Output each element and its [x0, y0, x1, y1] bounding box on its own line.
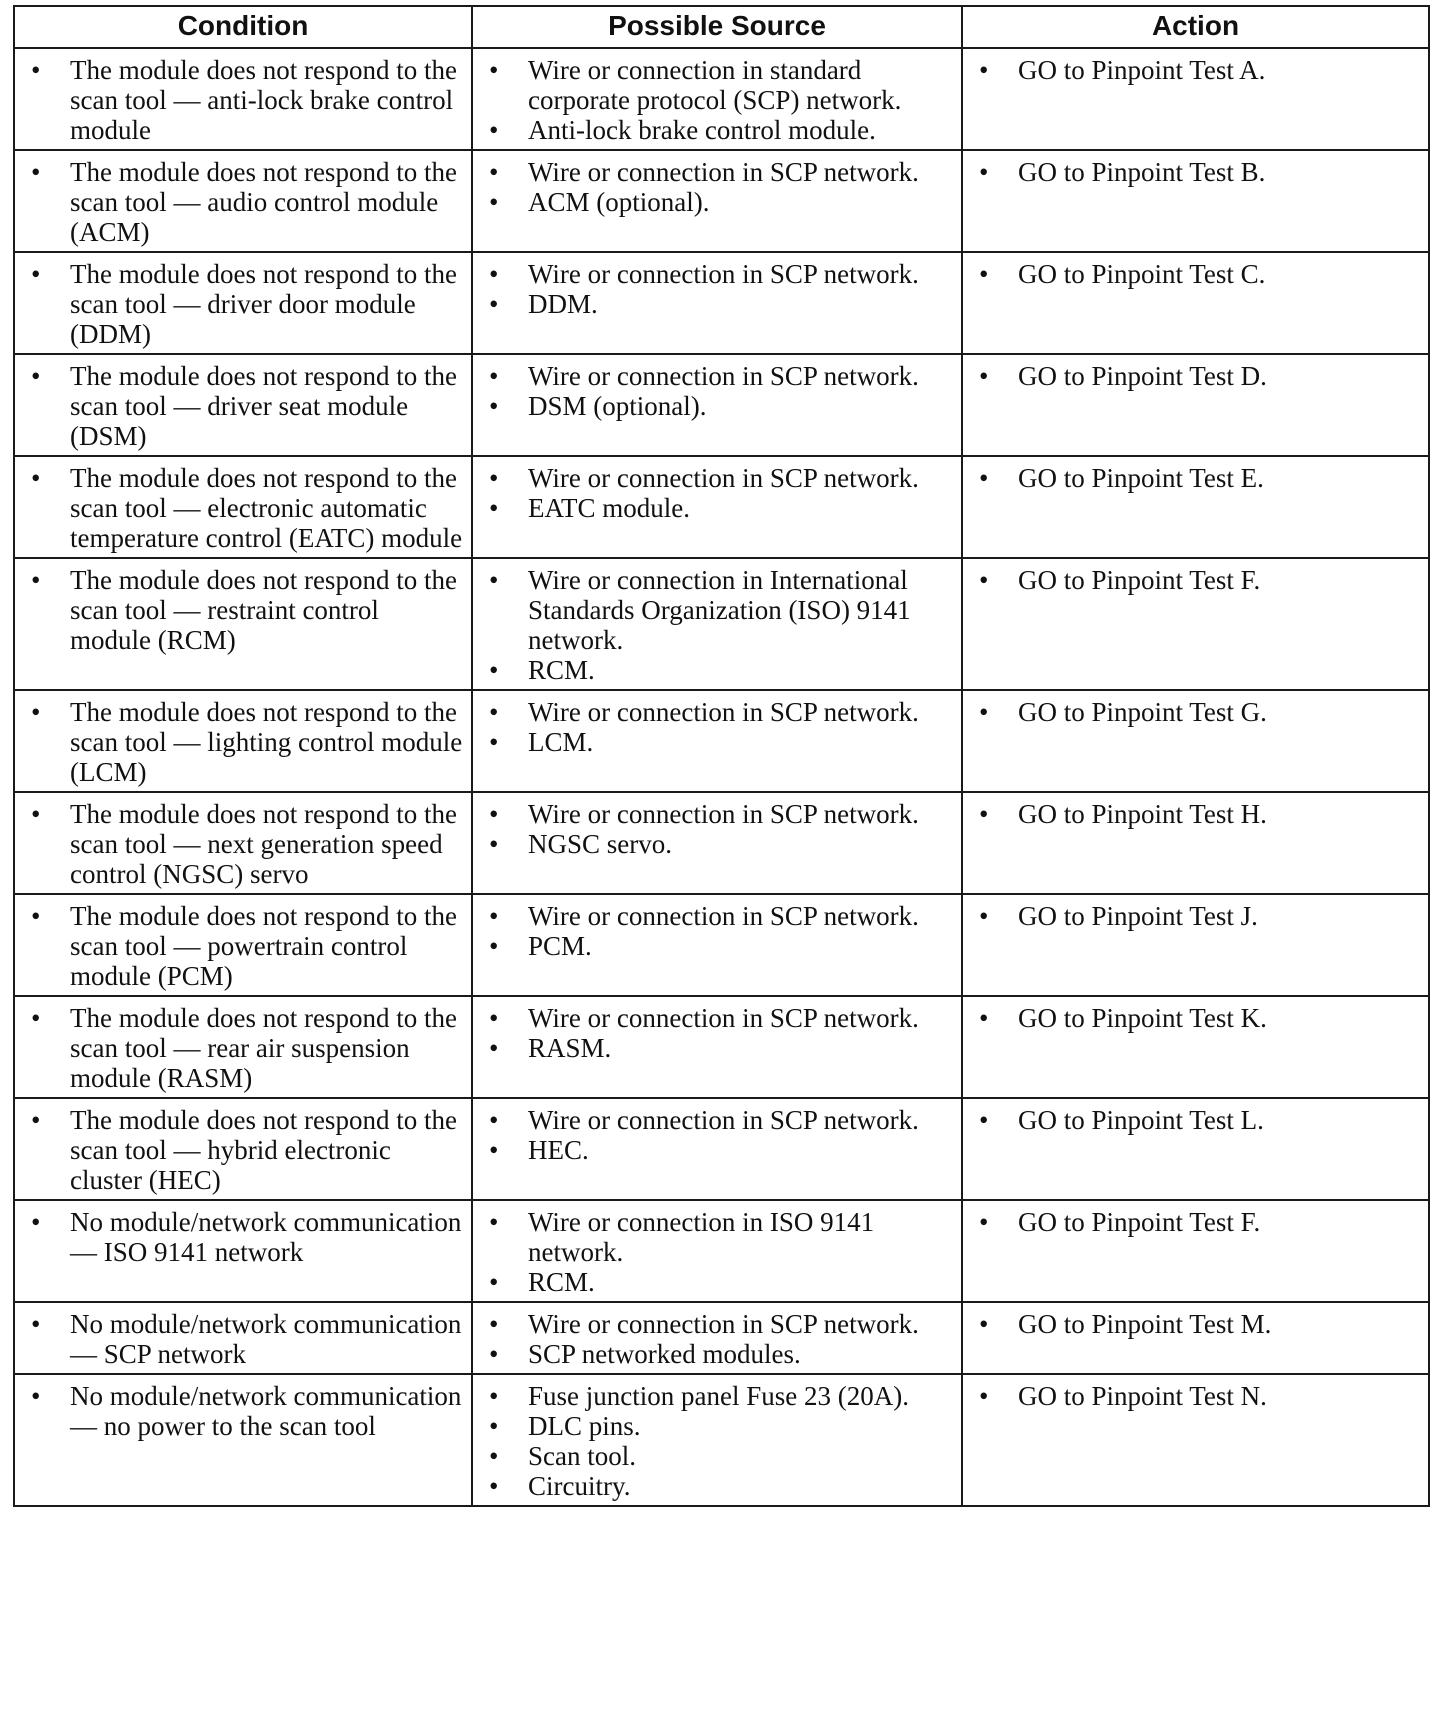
action-list	[971, 157, 1420, 187]
source-item: • EATC module.	[481, 493, 953, 523]
possible-source-cell	[472, 558, 962, 690]
table-row	[14, 894, 1429, 996]
source-item: • Wire or connection in SCP network.	[481, 799, 953, 829]
action-list	[971, 1003, 1420, 1033]
action-cell	[962, 150, 1429, 252]
possible-source-cell	[472, 456, 962, 558]
header-condition: Condition	[14, 6, 472, 48]
action-list	[971, 697, 1420, 727]
condition-cell	[14, 1302, 472, 1374]
source-list	[481, 157, 953, 217]
condition-cell	[14, 690, 472, 792]
action-cell	[962, 1374, 1429, 1506]
source-item: • Fuse junction panel Fuse 23 (20A).	[481, 1381, 953, 1411]
condition-cell	[14, 1098, 472, 1200]
source-item: • Wire or connection in SCP network.	[481, 1105, 953, 1135]
table-row	[14, 354, 1429, 456]
possible-source-cell	[472, 252, 962, 354]
condition-text: • The module does not respond to the scan tool — driver door module (DDM)	[23, 259, 463, 349]
condition-text: • The module does not respond to the scan tool — anti-lock brake control module	[23, 55, 463, 145]
action-list	[971, 799, 1420, 829]
table-row	[14, 1302, 1429, 1374]
condition-list	[23, 565, 463, 655]
table-row	[14, 1374, 1429, 1506]
source-item: • Circuitry.	[481, 1471, 953, 1501]
source-item: • Wire or connection in International Standards Organization (ISO) 9141 network.	[481, 565, 953, 655]
source-item: • NGSC servo.	[481, 829, 953, 859]
condition-list	[23, 1105, 463, 1195]
table-row	[14, 1098, 1429, 1200]
possible-source-cell	[472, 48, 962, 150]
possible-source-cell	[472, 996, 962, 1098]
action-text: • GO to Pinpoint Test B.	[971, 157, 1420, 187]
action-cell	[962, 1200, 1429, 1302]
source-item: • Wire or connection in SCP network.	[481, 259, 953, 289]
condition-list	[23, 1207, 463, 1267]
condition-cell	[14, 150, 472, 252]
action-list	[971, 1105, 1420, 1135]
header-action: Action	[962, 6, 1429, 48]
condition-cell	[14, 48, 472, 150]
action-cell	[962, 354, 1429, 456]
action-text: • GO to Pinpoint Test H.	[971, 799, 1420, 829]
source-list	[481, 1309, 953, 1369]
source-list	[481, 565, 953, 685]
possible-source-cell	[472, 1374, 962, 1506]
source-list	[481, 1105, 953, 1165]
possible-source-cell	[472, 1302, 962, 1374]
possible-source-cell	[472, 690, 962, 792]
condition-list	[23, 463, 463, 553]
action-list	[971, 361, 1420, 391]
condition-text: • No module/network communication — SCP network	[23, 1309, 463, 1369]
table-row	[14, 996, 1429, 1098]
source-item: • RCM.	[481, 655, 953, 685]
condition-list	[23, 361, 463, 451]
action-cell	[962, 48, 1429, 150]
condition-list	[23, 799, 463, 889]
source-list	[481, 55, 953, 145]
possible-source-cell	[472, 1098, 962, 1200]
action-text: • GO to Pinpoint Test F.	[971, 565, 1420, 595]
condition-list	[23, 1381, 463, 1441]
possible-source-cell	[472, 150, 962, 252]
source-list	[481, 1207, 953, 1297]
table-row	[14, 48, 1429, 150]
condition-text: • The module does not respond to the scan tool — restraint control module (RCM)	[23, 565, 463, 655]
table-row	[14, 558, 1429, 690]
condition-text: • No module/network communication — no power to the scan tool	[23, 1381, 463, 1441]
diagnosis-table	[13, 5, 1430, 1507]
condition-list	[23, 697, 463, 787]
condition-list	[23, 1003, 463, 1093]
source-item: • LCM.	[481, 727, 953, 757]
action-text: • GO to Pinpoint Test N.	[971, 1381, 1420, 1411]
possible-source-cell	[472, 354, 962, 456]
action-text: • GO to Pinpoint Test C.	[971, 259, 1420, 289]
action-cell	[962, 792, 1429, 894]
action-list	[971, 259, 1420, 289]
condition-cell	[14, 996, 472, 1098]
source-list	[481, 697, 953, 757]
condition-cell	[14, 1374, 472, 1506]
source-list	[481, 901, 953, 961]
table-row	[14, 456, 1429, 558]
source-item: • DDM.	[481, 289, 953, 319]
condition-cell	[14, 252, 472, 354]
action-cell	[962, 1302, 1429, 1374]
source-item: • Wire or connection in SCP network.	[481, 901, 953, 931]
source-item: • Wire or connection in SCP network.	[481, 1309, 953, 1339]
condition-text: • The module does not respond to the scan tool — next generation speed control (NGSC) servo	[23, 799, 463, 889]
source-item: • SCP networked modules.	[481, 1339, 953, 1369]
condition-cell	[14, 558, 472, 690]
condition-list	[23, 55, 463, 145]
action-text: • GO to Pinpoint Test M.	[971, 1309, 1420, 1339]
table-row	[14, 252, 1429, 354]
condition-cell	[14, 354, 472, 456]
condition-list	[23, 259, 463, 349]
action-list	[971, 565, 1420, 595]
action-list	[971, 55, 1420, 85]
action-list	[971, 1309, 1420, 1339]
source-item: • HEC.	[481, 1135, 953, 1165]
condition-cell	[14, 1200, 472, 1302]
action-cell	[962, 456, 1429, 558]
table-row	[14, 690, 1429, 792]
condition-list	[23, 157, 463, 247]
source-item: • Scan tool.	[481, 1441, 953, 1471]
source-item: • Wire or connection in SCP network.	[481, 463, 953, 493]
source-list	[481, 799, 953, 859]
source-item: • DSM (optional).	[481, 391, 953, 421]
source-item: • Wire or connection in SCP network.	[481, 697, 953, 727]
source-item: • Anti-lock brake control module.	[481, 115, 953, 145]
action-cell	[962, 690, 1429, 792]
action-cell	[962, 996, 1429, 1098]
action-text: • GO to Pinpoint Test J.	[971, 901, 1420, 931]
table-body	[14, 48, 1429, 1506]
source-item: • RASM.	[481, 1033, 953, 1063]
condition-cell	[14, 792, 472, 894]
action-text: • GO to Pinpoint Test K.	[971, 1003, 1420, 1033]
action-text: • GO to Pinpoint Test E.	[971, 463, 1420, 493]
possible-source-cell	[472, 1200, 962, 1302]
condition-text: • No module/network communication — ISO 9141 network	[23, 1207, 463, 1267]
source-item: • ACM (optional).	[481, 187, 953, 217]
source-item: • Wire or connection in ISO 9141 network.	[481, 1207, 953, 1267]
condition-cell	[14, 894, 472, 996]
condition-text: • The module does not respond to the scan tool — rear air suspension module (RASM)	[23, 1003, 463, 1093]
source-list	[481, 259, 953, 319]
action-text: • GO to Pinpoint Test G.	[971, 697, 1420, 727]
table-row	[14, 150, 1429, 252]
table-row	[14, 792, 1429, 894]
condition-text: • The module does not respond to the scan tool — hybrid electronic cluster (HEC)	[23, 1105, 463, 1195]
action-text: • GO to Pinpoint Test L.	[971, 1105, 1420, 1135]
action-list	[971, 901, 1420, 931]
possible-source-cell	[472, 894, 962, 996]
condition-list	[23, 1309, 463, 1369]
condition-text: • The module does not respond to the scan tool — audio control module (ACM)	[23, 157, 463, 247]
source-item: • Wire or connection in SCP network.	[481, 1003, 953, 1033]
possible-source-cell	[472, 792, 962, 894]
action-cell	[962, 1098, 1429, 1200]
action-cell	[962, 558, 1429, 690]
source-list	[481, 1003, 953, 1063]
condition-text: • The module does not respond to the scan tool — electronic automatic temperature control (EATC) module	[23, 463, 463, 553]
action-text: • GO to Pinpoint Test F.	[971, 1207, 1420, 1237]
header-row	[14, 6, 1429, 48]
action-list	[971, 1207, 1420, 1237]
table-row	[14, 1200, 1429, 1302]
source-list	[481, 361, 953, 421]
action-list	[971, 1381, 1420, 1411]
source-list	[481, 463, 953, 523]
source-list	[481, 1381, 953, 1501]
source-item: • Wire or connection in standard corporate protocol (SCP) network.	[481, 55, 953, 115]
condition-text: • The module does not respond to the scan tool — powertrain control module (PCM)	[23, 901, 463, 991]
action-text: • GO to Pinpoint Test D.	[971, 361, 1420, 391]
action-cell	[962, 894, 1429, 996]
action-text: • GO to Pinpoint Test A.	[971, 55, 1420, 85]
condition-text: • The module does not respond to the scan tool — driver seat module (DSM)	[23, 361, 463, 451]
condition-list	[23, 901, 463, 991]
source-item: • PCM.	[481, 931, 953, 961]
condition-text: • The module does not respond to the scan tool — lighting control module (LCM)	[23, 697, 463, 787]
action-list	[971, 463, 1420, 493]
source-item: • RCM.	[481, 1267, 953, 1297]
header-possible-source: Possible Source	[472, 6, 962, 48]
source-item: • DLC pins.	[481, 1411, 953, 1441]
condition-cell	[14, 456, 472, 558]
action-cell	[962, 252, 1429, 354]
source-item: • Wire or connection in SCP network.	[481, 157, 953, 187]
source-item: • Wire or connection in SCP network.	[481, 361, 953, 391]
